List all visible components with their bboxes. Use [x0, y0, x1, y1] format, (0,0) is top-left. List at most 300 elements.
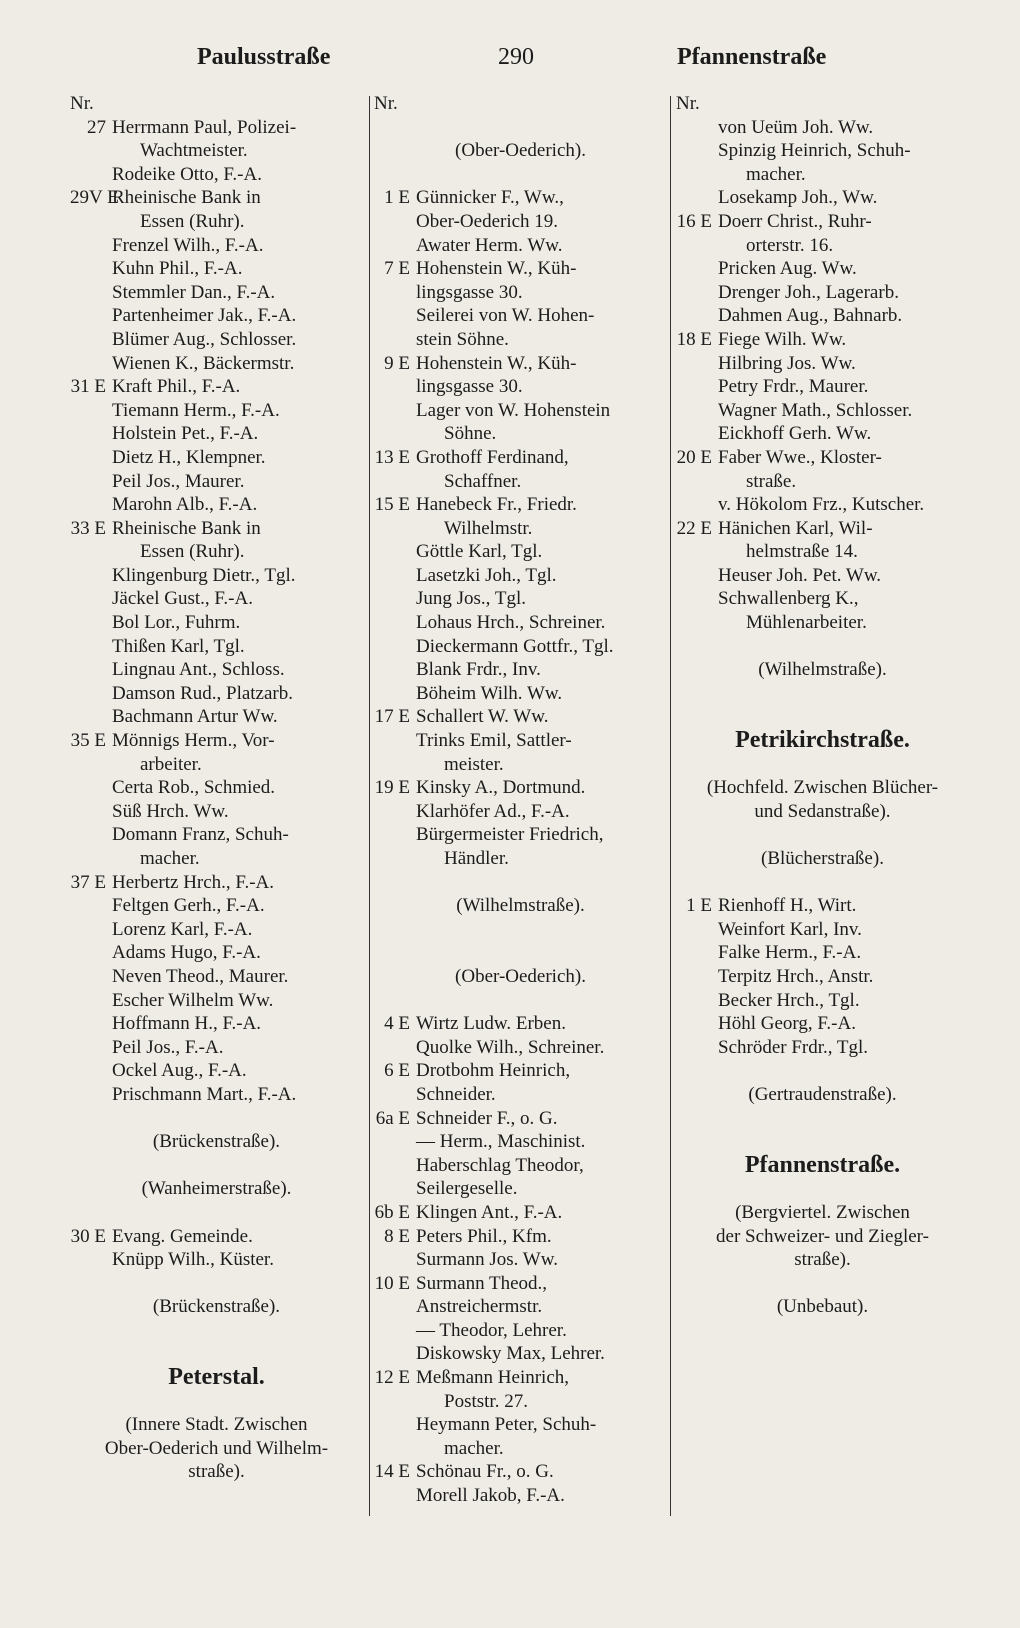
street-note	[676, 1201, 969, 1225]
house-number: 8 E	[384, 1225, 410, 1247]
directory-entry	[70, 257, 363, 281]
spacer	[676, 1107, 969, 1131]
street-note	[374, 965, 667, 989]
directory-entry	[374, 1295, 667, 1319]
entry-text: Falke Herm., F.-A.	[718, 942, 862, 964]
entry-continuation: Mühlenarbeiter.	[746, 612, 867, 634]
directory-entry	[374, 776, 667, 800]
directory-entry	[676, 210, 969, 234]
directory-entry	[374, 705, 667, 729]
spacer	[676, 1272, 969, 1296]
entry-continuation: meister.	[444, 753, 504, 775]
street-title	[676, 729, 969, 753]
directory-entry	[70, 328, 363, 352]
entry-text: Seilerei von W. Hohen-	[416, 305, 595, 327]
house-number: 6b E	[374, 1201, 410, 1223]
entry-text: Seilergeselle.	[416, 1178, 518, 1200]
entry-text: Lingnau Ant., Schloss.	[112, 659, 285, 681]
directory-entry	[374, 1083, 667, 1107]
directory-entry	[70, 753, 363, 777]
entry-text: Klarhöfer Ad., F.-A.	[416, 800, 570, 822]
entry-text: Marohn Alb., F.-A.	[112, 494, 258, 516]
spacer	[374, 871, 667, 895]
street-note	[676, 800, 969, 824]
column-2	[374, 92, 667, 1508]
house-number: 14 E	[374, 1461, 410, 1483]
directory-entry	[374, 1154, 667, 1178]
directory-entry	[676, 564, 969, 588]
directory-entry	[70, 139, 363, 163]
entry-text: Anstreichermstr.	[416, 1296, 543, 1318]
house-number: 9 E	[384, 352, 410, 374]
entry-text: Nr.	[676, 93, 700, 114]
directory-entry	[676, 587, 969, 611]
directory-entry	[70, 304, 363, 328]
spacer	[676, 705, 969, 729]
entry-text: Dietz H., Klempner.	[112, 446, 266, 468]
directory-entry	[676, 257, 969, 281]
street-note	[70, 1437, 363, 1461]
entry-text: Becker Hrch., Tgl.	[718, 989, 860, 1011]
directory-entry	[374, 1177, 667, 1201]
entry-text: Drotbohm Heinrich,	[416, 1060, 571, 1082]
entry-text: Holstein Pet., F.-A.	[112, 423, 259, 445]
directory-entry	[70, 1083, 363, 1107]
entry-text: Terpitz Hrch., Anstr.	[718, 965, 874, 987]
directory-entry	[374, 470, 667, 494]
entry-text: Lasetzki Joh., Tgl.	[416, 564, 557, 586]
house-number: 10 E	[374, 1272, 410, 1294]
street-title	[70, 1366, 363, 1390]
entry-continuation: macher.	[140, 848, 200, 869]
street-note	[676, 776, 969, 800]
entry-text: Dahmen Aug., Bahnarb.	[718, 305, 903, 327]
directory-entry	[374, 682, 667, 706]
entry-text: Süß Hrch. Ww.	[112, 800, 229, 822]
entry-text: Eickhoff Gerh. Ww.	[718, 423, 872, 445]
spacer	[676, 1059, 969, 1083]
entry-text: Damson Rud., Platzarb.	[112, 682, 294, 704]
street-note	[676, 1083, 969, 1107]
directory-entry	[70, 352, 363, 376]
entry-text: straße).	[188, 1461, 245, 1483]
entry-text: v. Hökolom Frz., Kutscher.	[718, 494, 925, 516]
entry-text: Jung Jos., Tgl.	[416, 588, 526, 610]
street-note	[70, 1130, 363, 1154]
directory-entry	[374, 1201, 667, 1225]
page-header	[0, 44, 1020, 84]
house-number: 30 E	[70, 1225, 106, 1247]
entry-text: Jäckel Gust., F.-A.	[112, 588, 253, 610]
entry-text: — Herm., Maschinist.	[416, 1131, 586, 1153]
directory-entry	[70, 210, 363, 234]
entry-continuation: Händler.	[444, 848, 509, 869]
street-note	[70, 1460, 363, 1484]
spacer	[70, 1319, 363, 1343]
entry-text: Morell Jakob, F.-A.	[416, 1485, 565, 1507]
directory-entry	[70, 587, 363, 611]
house-number: 37 E	[70, 871, 106, 893]
house-number: 15 E	[374, 494, 410, 516]
column-1	[70, 92, 363, 1484]
entry-text: der Schweizer- und Ziegler-	[716, 1225, 929, 1247]
entry-text: Höhl Georg, F.-A.	[718, 1013, 856, 1035]
directory-entry	[70, 1036, 363, 1060]
directory-entry	[70, 116, 363, 140]
column-header-nr	[374, 92, 667, 116]
street-note	[70, 1413, 363, 1437]
directory-entry	[70, 446, 363, 470]
directory-entry	[374, 234, 667, 258]
house-number: 6a E	[375, 1107, 410, 1129]
house-number: 29V E	[70, 187, 119, 209]
entry-text: Dieckermann Gottfr., Tgl.	[416, 635, 614, 657]
street-title	[676, 1151, 969, 1178]
directory-entry	[70, 375, 363, 399]
entry-continuation: macher.	[746, 163, 806, 185]
directory-entry	[676, 470, 969, 494]
directory-entry	[70, 186, 363, 210]
entry-text: Klingen Ant., F.-A.	[416, 1201, 563, 1223]
entry-text: Göttle Karl, Tgl.	[416, 541, 543, 563]
entry-continuation: Wilhelmstr.	[444, 517, 533, 539]
entry-text: Evang. Gemeinde.	[112, 1225, 253, 1247]
entry-text: (Brückenstraße).	[152, 1296, 281, 1318]
directory-entry	[374, 611, 667, 635]
entry-text: Nr.	[70, 93, 94, 114]
column-header-nr	[676, 92, 969, 116]
entry-text: Pfannenstraße.	[744, 1151, 901, 1178]
directory-entry	[70, 941, 363, 965]
directory-entry	[70, 965, 363, 989]
entry-text: Blümer Aug., Schlosser.	[112, 328, 297, 350]
entry-text: stein Söhne.	[416, 328, 509, 350]
directory-entry	[374, 587, 667, 611]
entry-continuation: Essen (Ruhr).	[140, 541, 245, 563]
entry-text: Ober-Oederich und Wilhelm-	[104, 1437, 329, 1459]
directory-entry	[70, 635, 363, 659]
directory-entry	[374, 847, 667, 871]
entry-text: lingsgasse 30.	[416, 376, 523, 398]
house-number: 33 E	[70, 517, 106, 539]
entry-text: (Innere Stadt. Zwischen	[125, 1414, 308, 1436]
spacer	[676, 871, 969, 895]
directory-entry	[70, 894, 363, 918]
house-number: 31 E	[70, 376, 106, 398]
entry-text: Klingenburg Dietr., Tgl.	[112, 564, 296, 586]
directory-entry	[70, 823, 363, 847]
entry-text: Blank Frdr., Inv.	[416, 659, 541, 681]
directory-entry	[374, 1107, 667, 1131]
directory-entry	[70, 1012, 363, 1036]
house-number: 4 E	[384, 1013, 410, 1035]
directory-entry	[70, 470, 363, 494]
directory-entry	[70, 493, 363, 517]
entry-text: Peil Jos., Maurer.	[112, 470, 245, 492]
entry-text: Ockel Aug., F.-A.	[112, 1060, 247, 1082]
directory-entry	[676, 116, 969, 140]
entry-text: Peil Jos., F.-A.	[112, 1036, 224, 1058]
entry-text: Hohenstein W., Küh-	[416, 258, 577, 280]
entry-text: lingsgasse 30.	[416, 281, 523, 303]
entry-text: (Brückenstraße).	[152, 1131, 281, 1153]
entry-text: (Ober-Oederich).	[455, 140, 586, 162]
directory-entry	[676, 163, 969, 187]
entry-continuation: straße.	[746, 470, 797, 492]
entry-text: Knüpp Wilh., Küster.	[112, 1249, 274, 1271]
entry-continuation: Söhne.	[444, 423, 497, 445]
directory-entry	[676, 375, 969, 399]
entry-text: Kinsky A., Dortmund.	[416, 777, 586, 799]
entry-continuation: Wachtmeister.	[140, 140, 248, 162]
entry-text: Hoffmann H., F.-A.	[112, 1013, 262, 1035]
spacer	[374, 941, 667, 965]
directory-entry	[70, 918, 363, 942]
entry-text: Haberschlag Theodor,	[416, 1154, 584, 1176]
entry-text: Nr.	[374, 93, 398, 114]
directory-entry	[676, 352, 969, 376]
header-right-street: Pfannenstraße	[677, 44, 827, 70]
column-3	[676, 92, 969, 1319]
entry-text: (Hochfeld. Zwischen Blücher-	[706, 777, 939, 799]
directory-entry	[374, 257, 667, 281]
directory-entry	[374, 1366, 667, 1390]
directory-entry	[374, 1390, 667, 1414]
directory-entry	[70, 847, 363, 871]
entry-text: Herrmann Paul, Polizei-	[112, 116, 297, 138]
entry-text: Surmann Theod.,	[416, 1272, 548, 1294]
entry-text: (Wilhelmstraße).	[456, 895, 585, 917]
directory-entry	[70, 776, 363, 800]
entry-text: straße).	[794, 1249, 851, 1271]
header-left-street: Paulusstraße	[197, 44, 331, 70]
house-number: 22 E	[676, 517, 712, 539]
spacer	[676, 823, 969, 847]
entry-text: Peters Phil., Kfm.	[416, 1225, 552, 1247]
entry-text: Schneider.	[416, 1083, 496, 1105]
spacer	[70, 1201, 363, 1225]
directory-entry	[70, 564, 363, 588]
directory-entry	[676, 1036, 969, 1060]
entry-text: Schwallenberg K.,	[718, 588, 859, 610]
directory-entry	[676, 234, 969, 258]
directory-entry	[70, 1225, 363, 1249]
directory-entry	[676, 894, 969, 918]
entry-text: Domann Franz, Schuh-	[112, 824, 289, 846]
directory-entry	[374, 564, 667, 588]
house-number: 1 E	[384, 187, 410, 209]
directory-entry	[70, 1059, 363, 1083]
directory-entry	[374, 1248, 667, 1272]
entry-text: (Bergviertel. Zwischen	[735, 1201, 910, 1223]
column-header-nr	[70, 92, 363, 116]
directory-entry	[70, 281, 363, 305]
entry-text: Heuser Joh. Pet. Ww.	[718, 564, 882, 586]
directory-entry	[374, 1484, 667, 1508]
directory-entry	[70, 399, 363, 423]
entry-text: von Ueüm Joh. Ww.	[718, 116, 874, 138]
entry-text: Schallert W. Ww.	[416, 706, 549, 728]
directory-entry	[374, 823, 667, 847]
directory-entry	[374, 1012, 667, 1036]
directory-entry	[676, 186, 969, 210]
directory-entry	[676, 281, 969, 305]
spacer	[676, 753, 969, 777]
directory-entry	[70, 234, 363, 258]
entry-text: Rheinische Bank in	[112, 187, 261, 209]
entry-text: Prischmann Mart., F.-A.	[112, 1083, 297, 1105]
directory-entry	[70, 800, 363, 824]
entry-text: Trinks Emil, Sattler-	[416, 730, 572, 752]
directory-entry	[676, 611, 969, 635]
entry-text: Günnicker F., Ww.,	[416, 187, 564, 209]
directory-entry	[70, 871, 363, 895]
entry-text: Weinfort Karl, Inv.	[718, 918, 862, 940]
entry-text: Petry Frdr., Maurer.	[718, 376, 869, 398]
directory-entry	[676, 517, 969, 541]
entry-text: Rienhoff H., Wirt.	[718, 895, 857, 917]
directory-entry	[374, 540, 667, 564]
street-note	[374, 139, 667, 163]
entry-text: Böheim Wilh. Ww.	[416, 682, 563, 704]
directory-entry	[374, 1319, 667, 1343]
entry-text: Stemmler Dan., F.-A.	[112, 281, 276, 303]
directory-entry	[374, 352, 667, 376]
street-note	[676, 1225, 969, 1249]
directory-entry	[374, 1272, 667, 1296]
house-number: 19 E	[374, 777, 410, 799]
entry-continuation: arbeiter.	[140, 753, 202, 775]
directory-entry	[676, 493, 969, 517]
page-number: 290	[498, 44, 534, 70]
entry-text: Ober-Oederich 19.	[416, 210, 559, 232]
house-number: 20 E	[676, 446, 712, 468]
entry-text: Spinzig Heinrich, Schuh-	[718, 140, 911, 162]
entry-text: Quolke Wilh., Schreiner.	[416, 1036, 605, 1058]
directory-entry	[374, 281, 667, 305]
entry-text: Hilbring Jos. Ww.	[718, 352, 856, 374]
directory-entry	[374, 446, 667, 470]
entry-continuation: Schaffner.	[444, 470, 522, 492]
entry-continuation: Essen (Ruhr).	[140, 210, 245, 232]
directory-entry	[374, 1413, 667, 1437]
entry-text: (Gertraudenstraße).	[748, 1083, 897, 1105]
directory-entry	[70, 611, 363, 635]
entry-text: Drenger Joh., Lagerarb.	[718, 281, 899, 303]
spacer	[676, 1177, 969, 1201]
entry-text: Adams Hugo, F.-A.	[112, 942, 261, 964]
entry-text: Meßmann Heinrich,	[416, 1367, 570, 1389]
street-note	[676, 847, 969, 871]
spacer	[374, 918, 667, 942]
directory-entry	[676, 446, 969, 470]
entry-continuation: macher.	[444, 1437, 504, 1459]
entry-text: Surmann Jos. Ww.	[416, 1249, 558, 1271]
entry-text: Diskowsky Max, Lehrer.	[416, 1343, 605, 1365]
house-number: 7 E	[384, 258, 410, 280]
entry-text: Doerr Christ., Ruhr-	[718, 210, 872, 232]
directory-entry	[676, 328, 969, 352]
directory-entry	[374, 375, 667, 399]
house-number: 16 E	[676, 210, 712, 232]
directory-entry	[676, 540, 969, 564]
street-note	[676, 1295, 969, 1319]
directory-entry	[70, 422, 363, 446]
entry-continuation: orterstr. 16.	[746, 234, 834, 256]
entry-text: Fiege Wilh. Ww.	[718, 328, 847, 350]
house-number: 13 E	[374, 446, 410, 468]
entry-text: Wienen K., Bäckermstr.	[112, 352, 295, 374]
spacer	[374, 116, 667, 140]
directory-entry	[374, 1059, 667, 1083]
directory-entry	[676, 1012, 969, 1036]
directory-entry	[374, 1036, 667, 1060]
directory-entry	[374, 729, 667, 753]
spacer	[70, 1107, 363, 1131]
entry-text: Bol Lor., Fuhrm.	[112, 612, 241, 634]
directory-entry	[676, 989, 969, 1013]
directory-entry	[70, 163, 363, 187]
entry-text: Lorenz Karl, F.-A.	[112, 918, 253, 940]
directory-entry	[374, 1342, 667, 1366]
directory-entry	[374, 186, 667, 210]
directory-entry	[676, 918, 969, 942]
directory-entry	[374, 635, 667, 659]
directory-entry	[374, 517, 667, 541]
directory-entry	[374, 1460, 667, 1484]
entry-text: Pricken Aug. Ww.	[718, 258, 857, 280]
entry-text: Schönau Fr., o. G.	[416, 1461, 554, 1483]
entry-text: (Ober-Oederich).	[455, 965, 586, 987]
entry-text: Escher Wilhelm Ww.	[112, 989, 274, 1011]
entry-text: Rodeike Otto, F.-A.	[112, 163, 262, 185]
entry-text: Rheinische Bank in	[112, 517, 261, 539]
street-note	[374, 894, 667, 918]
house-number: 12 E	[374, 1367, 410, 1389]
directory-entry	[676, 139, 969, 163]
spacer	[374, 163, 667, 187]
column-divider	[369, 96, 370, 1516]
spacer	[374, 989, 667, 1013]
entry-text: Wagner Math., Schlosser.	[718, 399, 913, 421]
entry-text: Bürgermeister Friedrich,	[416, 824, 604, 846]
entry-text: Hanebeck Fr., Friedr.	[416, 494, 577, 516]
entry-text: Frenzel Wilh., F.-A.	[112, 234, 264, 256]
entry-text: Feltgen Gerh., F.-A.	[112, 895, 265, 917]
directory-entry	[374, 328, 667, 352]
street-note	[676, 1248, 969, 1272]
directory-entry	[70, 682, 363, 706]
directory-entry	[676, 304, 969, 328]
entry-text: Lohaus Hrch., Schreiner.	[416, 612, 606, 634]
entry-continuation: helmstraße 14.	[746, 541, 858, 563]
entry-text: Wirtz Ludw. Erben.	[416, 1013, 566, 1035]
entry-text: Petrikirchstraße.	[735, 727, 910, 754]
entry-text: Heymann Peter, Schuh-	[416, 1414, 597, 1436]
directory-entry	[70, 658, 363, 682]
spacer	[70, 1154, 363, 1178]
entry-text: (Blücherstraße).	[761, 848, 884, 869]
entry-text: Losekamp Joh., Ww.	[718, 187, 878, 209]
directory-entry	[70, 1248, 363, 1272]
street-note	[70, 1295, 363, 1319]
street-note	[676, 658, 969, 682]
entry-text: Herbertz Hrch., F.-A.	[112, 871, 275, 893]
directory-entry	[676, 941, 969, 965]
directory-entry	[676, 422, 969, 446]
entry-text: und Sedanstraße).	[754, 800, 891, 822]
entry-text: Awater Herm. Ww.	[416, 234, 563, 256]
